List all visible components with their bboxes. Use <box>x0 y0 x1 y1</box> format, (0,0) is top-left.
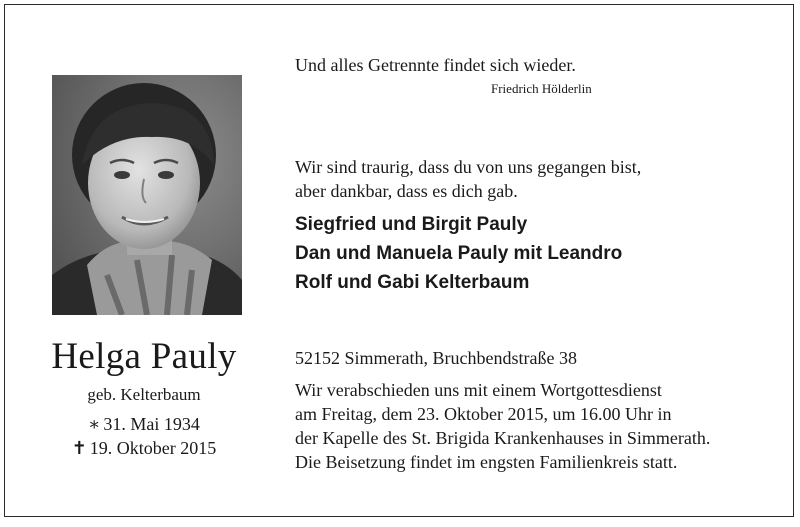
death-date: 19. Oktober 2015 <box>89 438 217 458</box>
sorrow-text <box>295 155 641 203</box>
deceased-name: Helga Pauly <box>51 336 237 377</box>
birth-date: 31. Mai 1934 <box>103 414 200 434</box>
death-cross-icon: ✝ <box>71 438 87 458</box>
death-date-row <box>25 438 263 459</box>
service-line: am Freitag, dem 23. Oktober 2015, um 16.00 Uhr in <box>295 404 672 424</box>
sorrow-line: aber dankbar, dass es dich gab. <box>295 181 518 201</box>
service-line: Die Beisetzung findet im engsten Familienkreis statt. <box>295 452 678 472</box>
maiden-name: geb. Kelterbaum <box>87 385 201 404</box>
sorrow-line: Wir sind traurig, dass du von uns gegangen bist, <box>295 157 642 177</box>
family-names <box>295 210 622 297</box>
quote-author: Friedrich Hölderlin <box>491 81 592 96</box>
service-line: der Kapelle des St. Brigida Krankenhauses in Simmerath. <box>295 428 711 448</box>
service-info <box>295 378 710 474</box>
portrait-photo <box>52 75 242 315</box>
portrait-image <box>52 75 242 315</box>
family-line: Siegfried und Birgit Pauly <box>295 214 528 235</box>
service-line: Wir verabschieden uns mit einem Wortgottesdienst <box>295 380 662 400</box>
family-line: Dan und Manuela Pauly mit Leandro <box>295 243 623 264</box>
birth-date-row <box>25 414 263 435</box>
obituary-card <box>4 4 794 517</box>
address: 52152 Simmerath, Bruchbendstraße 38 <box>295 348 577 368</box>
birth-star-icon: ∗ <box>88 414 101 434</box>
quote: Und alles Getrennte findet sich wieder. <box>295 55 576 75</box>
family-line: Rolf und Gabi Kelterbaum <box>295 272 530 293</box>
